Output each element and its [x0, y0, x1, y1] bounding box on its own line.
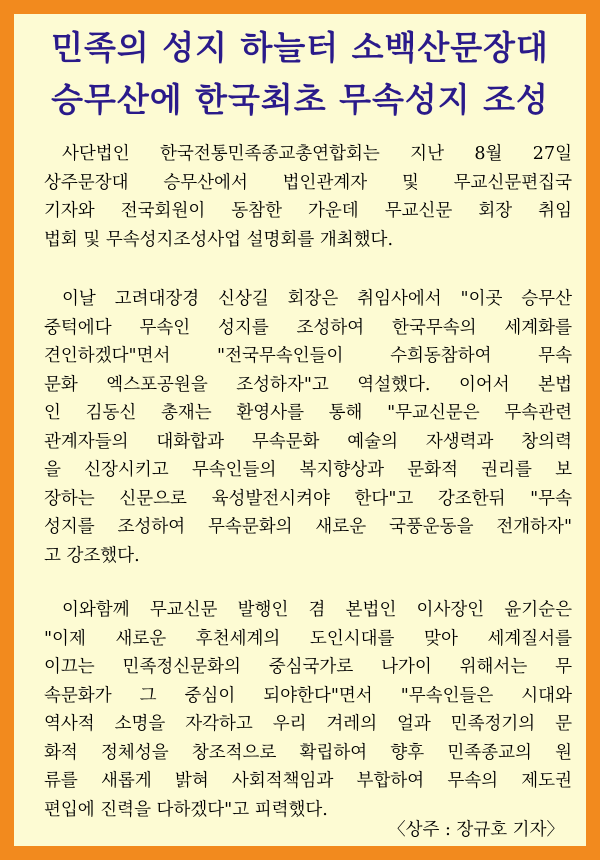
paragraph-2	[44, 285, 572, 570]
paragraph-line: 기자와 전국회원이 동참한 가운데 무교신문 회장 취임	[44, 201, 572, 221]
paragraph-line: 고 강조했다.	[44, 545, 140, 566]
reporter-credit: 〈상주 : 장규호 기자〉	[388, 820, 564, 840]
paragraph-line: 상주문장대 승무산에서 법인관계자 및 무교신문편집국	[44, 172, 572, 193]
paragraph-line: 이끄는 민족정신문화의 중심국가로 나가이 위해서는 무	[44, 657, 572, 677]
paragraph-line: 성지를 조성하여 무속문화의 새로운 국풍운동을 전개하자"	[44, 517, 572, 537]
paragraph-line: 인 김동신 총재는 환영사를 통해 "무교신문은 무속관련	[44, 403, 572, 423]
paragraph-line: 이날 고려대장경 신상길 회장은 취임사에서 "이곳 승무산	[62, 289, 572, 309]
paragraph-line: 류를 새롭게 밝혀 사회적책임과 부합하여 무속의 제도권	[44, 771, 572, 791]
paragraph-line: 이와함께 무교신문 발행인 겸 본법인 이사장인 윤기순은	[62, 600, 572, 620]
paragraph-line: 사단법인 한국전통민족종교총연합회는 지난 8월 27일	[62, 144, 572, 164]
paragraph-line: 화적 정체성을 창조적으로 확립하여 향후 민족종교의 원	[44, 742, 572, 763]
headline-line-2: 승무산에 한국최초 무속성지 조성	[51, 80, 549, 119]
paragraph-line: 역사적 소명을 자각하고 우리 겨레의 얼과 민족정기의 문	[44, 714, 572, 734]
paragraph-line: 중턱에다 무속인 성지를 조성하여 한국무속의 세계화를	[44, 317, 572, 338]
paragraph-3	[44, 596, 572, 824]
paragraph-line: 관계자들의 대화합과 무속문화 예술의 자생력과 창의력	[44, 431, 572, 452]
paragraph-line: 편입에 진력을 다하겠다"고 피력했다.	[44, 799, 328, 820]
paragraph-line: 견인하겠다"면서 "전국무속인들이 수희동참하여 무속	[44, 346, 572, 366]
headline-line-1: 민족의 성지 하늘터 소백산문장대	[51, 28, 549, 67]
paragraph-line: 속문화가 그 중심이 되야한다"면서 "무속인들은 시대와	[44, 685, 572, 706]
paragraph-line: "이제 새로운 후천세계의 도인시대를 맞아 세계질서를	[44, 628, 572, 649]
paragraph-line: 문화 엑스포공원을 조성하자"고 역설했다. 이어서 본법	[44, 374, 572, 395]
paragraph-line: 을 신장시키고 무속인들의 복지향상과 문화적 권리를 보	[44, 460, 572, 480]
paragraph-line: 법회 및 무속성지조성사업 설명회를 개최했다.	[44, 229, 394, 250]
paragraph-line: 장하는 신문으로 육성발전시켜야 한다"고 강조한뒤 "무속	[44, 488, 572, 509]
paragraph-1	[44, 140, 572, 254]
